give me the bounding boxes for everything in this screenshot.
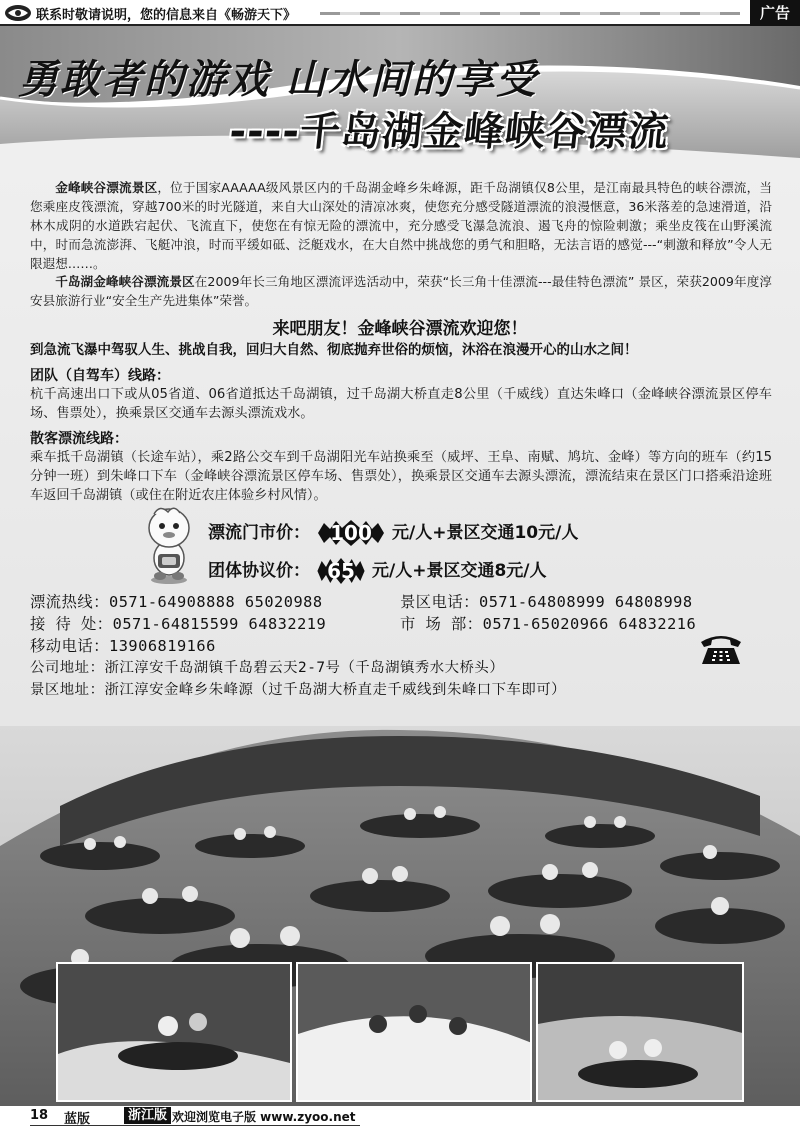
headline-title: ----千岛湖金峰峡谷漂流: [227, 109, 672, 155]
footer: [0, 1106, 800, 1126]
solo-route-heading: 散客漂流线路：: [30, 431, 128, 447]
group-price-badge: [316, 557, 366, 585]
intro-lead-1: 金峰峡谷漂流景区: [55, 180, 158, 195]
intro-lead-2: 千岛湖金峰峡谷漂流景区: [55, 274, 195, 289]
intro-text-1: ，位于国家AAAAA级风景区内的千岛湖金峰乡朱峰源，距千岛湖镇仅8公里，是江南最具特色的峡谷漂流，当您乘座皮筏漂流，穿越700米的时光隧道，来自大山深处的清凉冰爽，使您充分感受隧道漂流的浪漫惬意，36米落差的急速滑道，沿林木成阴的水道跌宕起伏、飞流直下，使您在有惊无险的漂流中，充分感受飞瀑急流浪、遏飞舟的惊险刺激；乘坐皮筏在山野溪流中，时而急流澎湃、飞艇冲浪，时而平缓如砥、泛艇戏水，在大自然中挑战您的勇气和胆略，无法言语的感觉---“刺激和释放”令人无限遐想……。: [30, 180, 773, 271]
cartoon-mascot-icon: [140, 504, 198, 586]
solo-route-text: 乘车抵千岛湖镇（长途车站），乘2路公交车到千岛湖阳光车站换乘至（威坪、王阜、南赋、鸠坑、金峰）等方向的班车（约15分钟一班）到朱峰口下车（金峰峡谷漂流景区停车场、售票处），换乘景区交通车去源头漂流，漂流结束在景区门口搭乘沿途班车返回千岛湖镇（或住在附近农庄体验乡村风情）。: [30, 450, 772, 503]
rafting-photo: [0, 726, 800, 1106]
market-text: 市 场 部：0571-65020966 64832216: [400, 615, 697, 633]
group-route-text: 杭千高速出口下或从05省道、06省道抵达千岛湖镇，过千岛湖大桥直走8公里（千威线）直达朱峰口（金峰峡谷漂流景区停车场、售票处），换乘景区交通车去源头漂流戏水。: [30, 387, 772, 421]
photo-thumbnail-3: [536, 962, 744, 1102]
intro-paragraph-1: [30, 178, 772, 273]
reception-text: 接 待 处：0571-64815599 64832219: [30, 615, 327, 633]
group-price-label: 团体协议价：: [208, 561, 310, 581]
headline-primary: 勇敢者的游戏 山水间的享受: [18, 56, 538, 103]
top-stripe: [320, 12, 740, 15]
scenic-address-text: 景区地址：浙江淳安金峰乡朱峰源（过千岛湖大桥直走千威线到朱峰口下车即可）: [30, 682, 567, 698]
group-route-heading: 团队（自驾车）线路：: [30, 368, 170, 384]
intro-paragraph-2: [30, 272, 772, 310]
intro-text-2: 在2009年长三角地区漂流评选活动中，荣获“长三角十佳漂流---最佳特色漂流” 景区，荣获2009年度淳安县旅游行业“安全生产先进集体”荣誉。: [30, 274, 772, 308]
group-price-value: 65: [327, 559, 355, 583]
group-price-line: [208, 556, 547, 585]
hotline-text: 漂流热线：0571-64908888 65020988: [30, 593, 323, 611]
company-address-text: 公司地址：浙江淳安千岛湖镇千岛碧云天2-7号（千岛湖镇秀水大桥头）: [30, 660, 505, 676]
header-banner: [0, 26, 800, 166]
magazine-logo-icon: [4, 3, 32, 23]
retail-price-line: [208, 518, 578, 547]
region-badge: 浙江版: [124, 1107, 171, 1124]
scenic-phone-text: 景区电话：0571-64808999 64808998: [400, 593, 693, 611]
content-area: [0, 166, 800, 726]
retail-price-label: 漂流门市价：: [208, 523, 310, 543]
telephone-icon: [698, 632, 744, 666]
source-tagline: 联系时敬请说明，您的信息来自《畅游天下》: [36, 8, 297, 23]
retail-price-badge: [316, 519, 386, 547]
group-price-suffix: 元/人+景区交通8元/人: [372, 561, 547, 581]
page-number: 18: [30, 1108, 49, 1123]
top-bar: [0, 0, 800, 26]
retail-price-value: 100: [330, 521, 372, 545]
photo-thumbnail-2: [296, 962, 532, 1102]
photo-thumbnail-1: [56, 962, 292, 1102]
edition-label: 蓝版: [64, 1112, 91, 1126]
welcome-subslogan: 到急流飞瀑中驾驭人生、挑战自我，回归大自然、彻底抛弃世俗的烦恼，沐浴在浪漫开心的山水之间！: [30, 342, 638, 358]
mobile-text: 移动电话：13906819166: [30, 637, 216, 655]
website-link[interactable]: 欢迎浏览电子版 www.zyoo.net: [172, 1110, 356, 1124]
welcome-slogan: 来吧朋友！金峰峡谷漂流欢迎您！: [272, 319, 528, 339]
ad-badge: 广告: [750, 0, 800, 26]
retail-price-suffix: 元/人+景区交通10元/人: [392, 523, 579, 543]
